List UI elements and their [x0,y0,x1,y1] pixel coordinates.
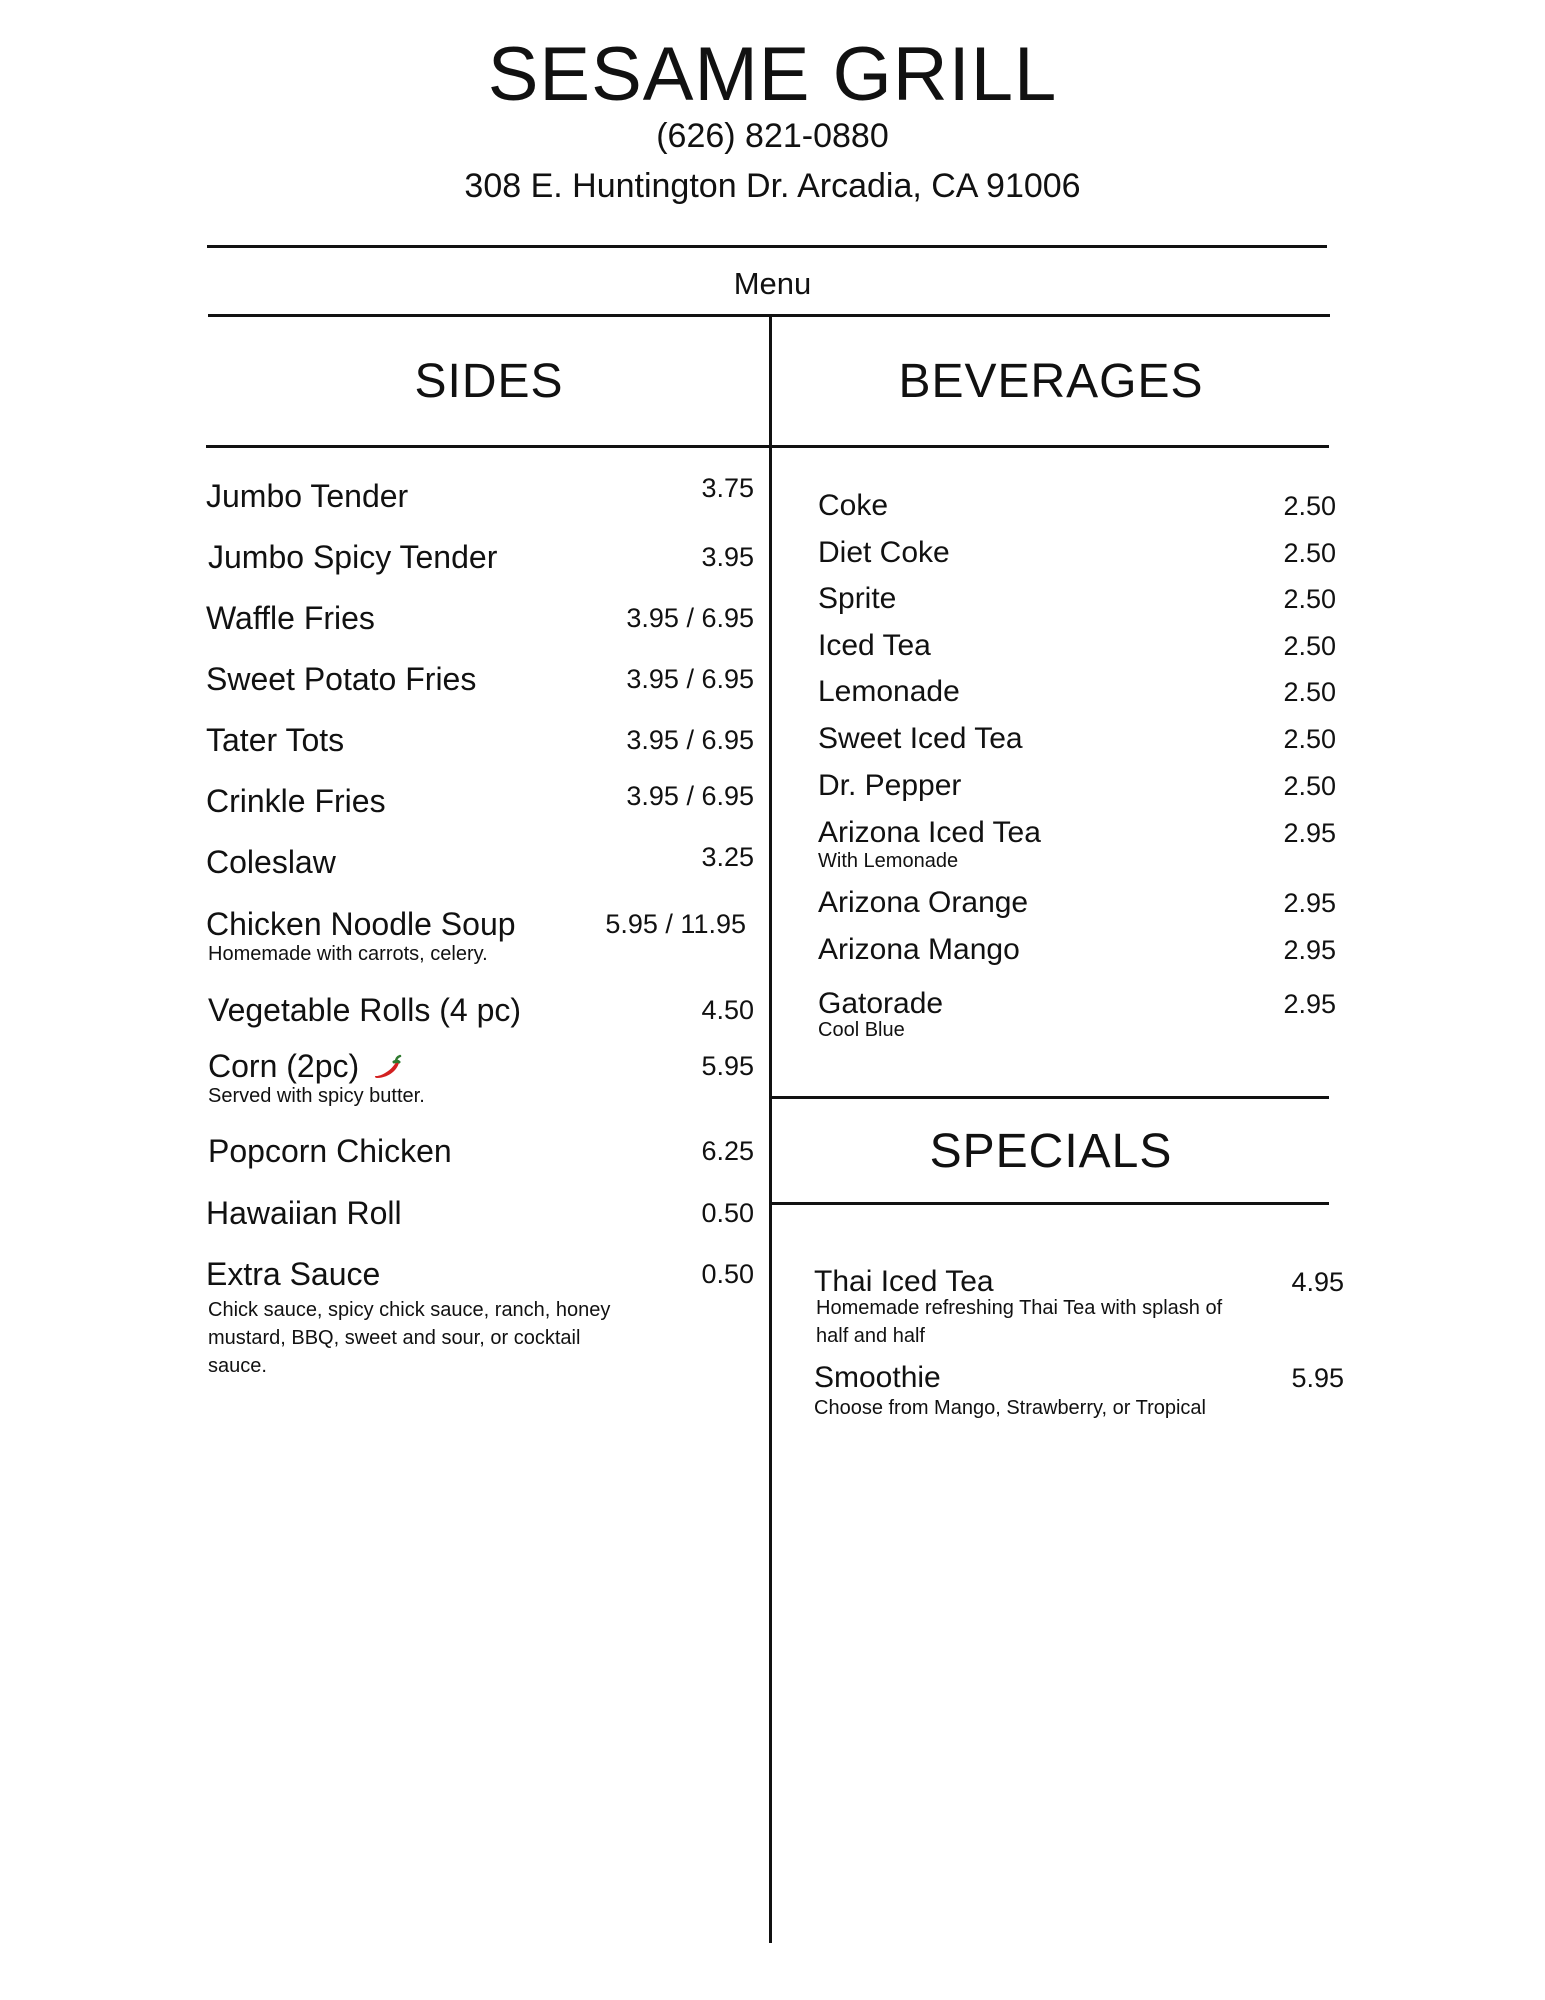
menu-item [206,781,754,821]
menu-item [206,598,754,638]
item-name-text: Corn (2pc) [208,1048,360,1084]
item-name: Coke [818,489,889,522]
item-price: 3.95 / 6.95 [626,603,754,633]
item-name: Jumbo Tender [206,478,409,514]
item-name: Waffle Fries [206,600,375,636]
item-name: Smoothie [814,1361,941,1394]
divider-specials-top [772,1096,1329,1099]
item-name: Lemonade [818,675,960,708]
item-price: 2.95 [1283,888,1336,918]
item-price: 4.95 [1291,1267,1344,1297]
menu-item [206,1254,754,1394]
item-description: Cool Blue [818,1019,905,1041]
item-name: Sweet Iced Tea [818,722,1023,755]
divider-specials [772,1202,1329,1205]
item-price: 2.50 [1283,771,1336,801]
item-name: Iced Tea [818,629,931,662]
item-name: Crinkle Fries [206,783,386,819]
menu-item [818,533,1336,573]
divider-top [207,245,1327,248]
item-description: Served with spicy butter. [208,1085,425,1107]
menu-item [818,719,1336,759]
item-description: Homemade refreshing Thai Tea with splash of half and half [816,1297,1223,1347]
item-price: 2.95 [1283,935,1336,965]
item-price: 2.50 [1283,631,1336,661]
item-name: Coleslaw [206,844,336,880]
item-name: Hawaiian Roll [206,1195,402,1231]
item-price: 5.95 [1291,1363,1344,1393]
item-description: Chick sauce, spicy chick sauce, ranch, honey mustard, BBQ, sweet and sour, or cocktail sauce. [208,1299,611,1377]
menu-item [208,1046,754,1116]
item-price: 3.95 / 6.95 [626,664,754,694]
divider-sides [206,445,771,448]
item-price: 5.95 [701,1051,754,1081]
item-price: 5.95 / 11.95 [605,909,746,939]
item-price: 2.95 [1283,818,1336,848]
item-name: Chicken Noodle Soup [206,906,516,942]
menu-item [206,1193,754,1233]
menu-item [818,579,1336,619]
specials-heading: SPECIALS [929,1125,1173,1178]
item-price: 2.95 [1283,989,1336,1019]
item-price: 3.95 [701,542,754,572]
item-price: 6.25 [701,1136,754,1166]
restaurant-address: 308 E. Huntington Dr. Arcadia, CA 91006 [464,167,1081,205]
item-name: Popcorn Chicken [208,1133,452,1169]
item-name: Diet Coke [818,536,950,569]
item-description: Choose from Mango, Strawberry, or Tropical [814,1397,1207,1419]
item-price: 3.25 [701,842,754,872]
menu-item [818,672,1336,712]
menu-item [208,1131,754,1171]
menu-item [818,813,1336,873]
menu-item [206,659,754,699]
item-price: 0.50 [701,1198,754,1228]
item-name: Sweet Potato Fries [206,661,477,697]
menu-item [818,984,1336,1044]
item-name: Tater Tots [206,722,345,758]
menu-item [206,720,754,760]
restaurant-name: SESAME GRILL [487,32,1058,117]
item-price: 2.50 [1283,538,1336,568]
item-price: 2.50 [1283,584,1336,614]
item-name: Thai Iced Tea [814,1265,994,1298]
item-description: With Lemonade [818,850,959,872]
item-price: 2.50 [1283,677,1336,707]
item-name: Sprite [818,582,897,615]
item-price: 3.95 / 6.95 [626,725,754,755]
menu-item [818,883,1336,923]
menu-item [814,1262,1344,1352]
menu-item [818,626,1336,666]
item-name: Vegetable Rolls (4 pc) [208,992,522,1028]
item-name: Extra Sauce [206,1256,381,1292]
item-price: 4.50 [701,995,754,1025]
divider-beverages [772,445,1329,448]
item-price: 0.50 [701,1259,754,1289]
item-price: 2.50 [1283,491,1336,521]
menu-item [208,990,754,1030]
item-price: 2.50 [1283,724,1336,754]
menu-item [818,486,1336,526]
item-name: Gatorade [818,987,944,1020]
item-name: Jumbo Spicy Tender [208,539,498,575]
item-name: Arizona Mango [818,933,1020,966]
menu-label: Menu [733,266,812,301]
sides-heading: SIDES [414,355,564,408]
menu-item [814,1358,1344,1448]
phone-number: (626) 821-0880 [656,117,889,155]
menu-item [818,930,1336,970]
menu-item [206,842,754,882]
beverages-heading: BEVERAGES [898,355,1204,408]
menu-item [206,904,754,974]
item-price: 3.95 / 6.95 [626,781,754,811]
menu-item [206,473,754,516]
item-price: 3.75 [701,473,754,503]
item-name: Arizona Orange [818,886,1029,919]
item-name: Dr. Pepper [818,769,962,802]
item-name: Arizona Iced Tea [818,816,1041,849]
menu-item [208,537,754,577]
item-description: Homemade with carrots, celery. [208,943,488,965]
menu-item [818,766,1336,806]
